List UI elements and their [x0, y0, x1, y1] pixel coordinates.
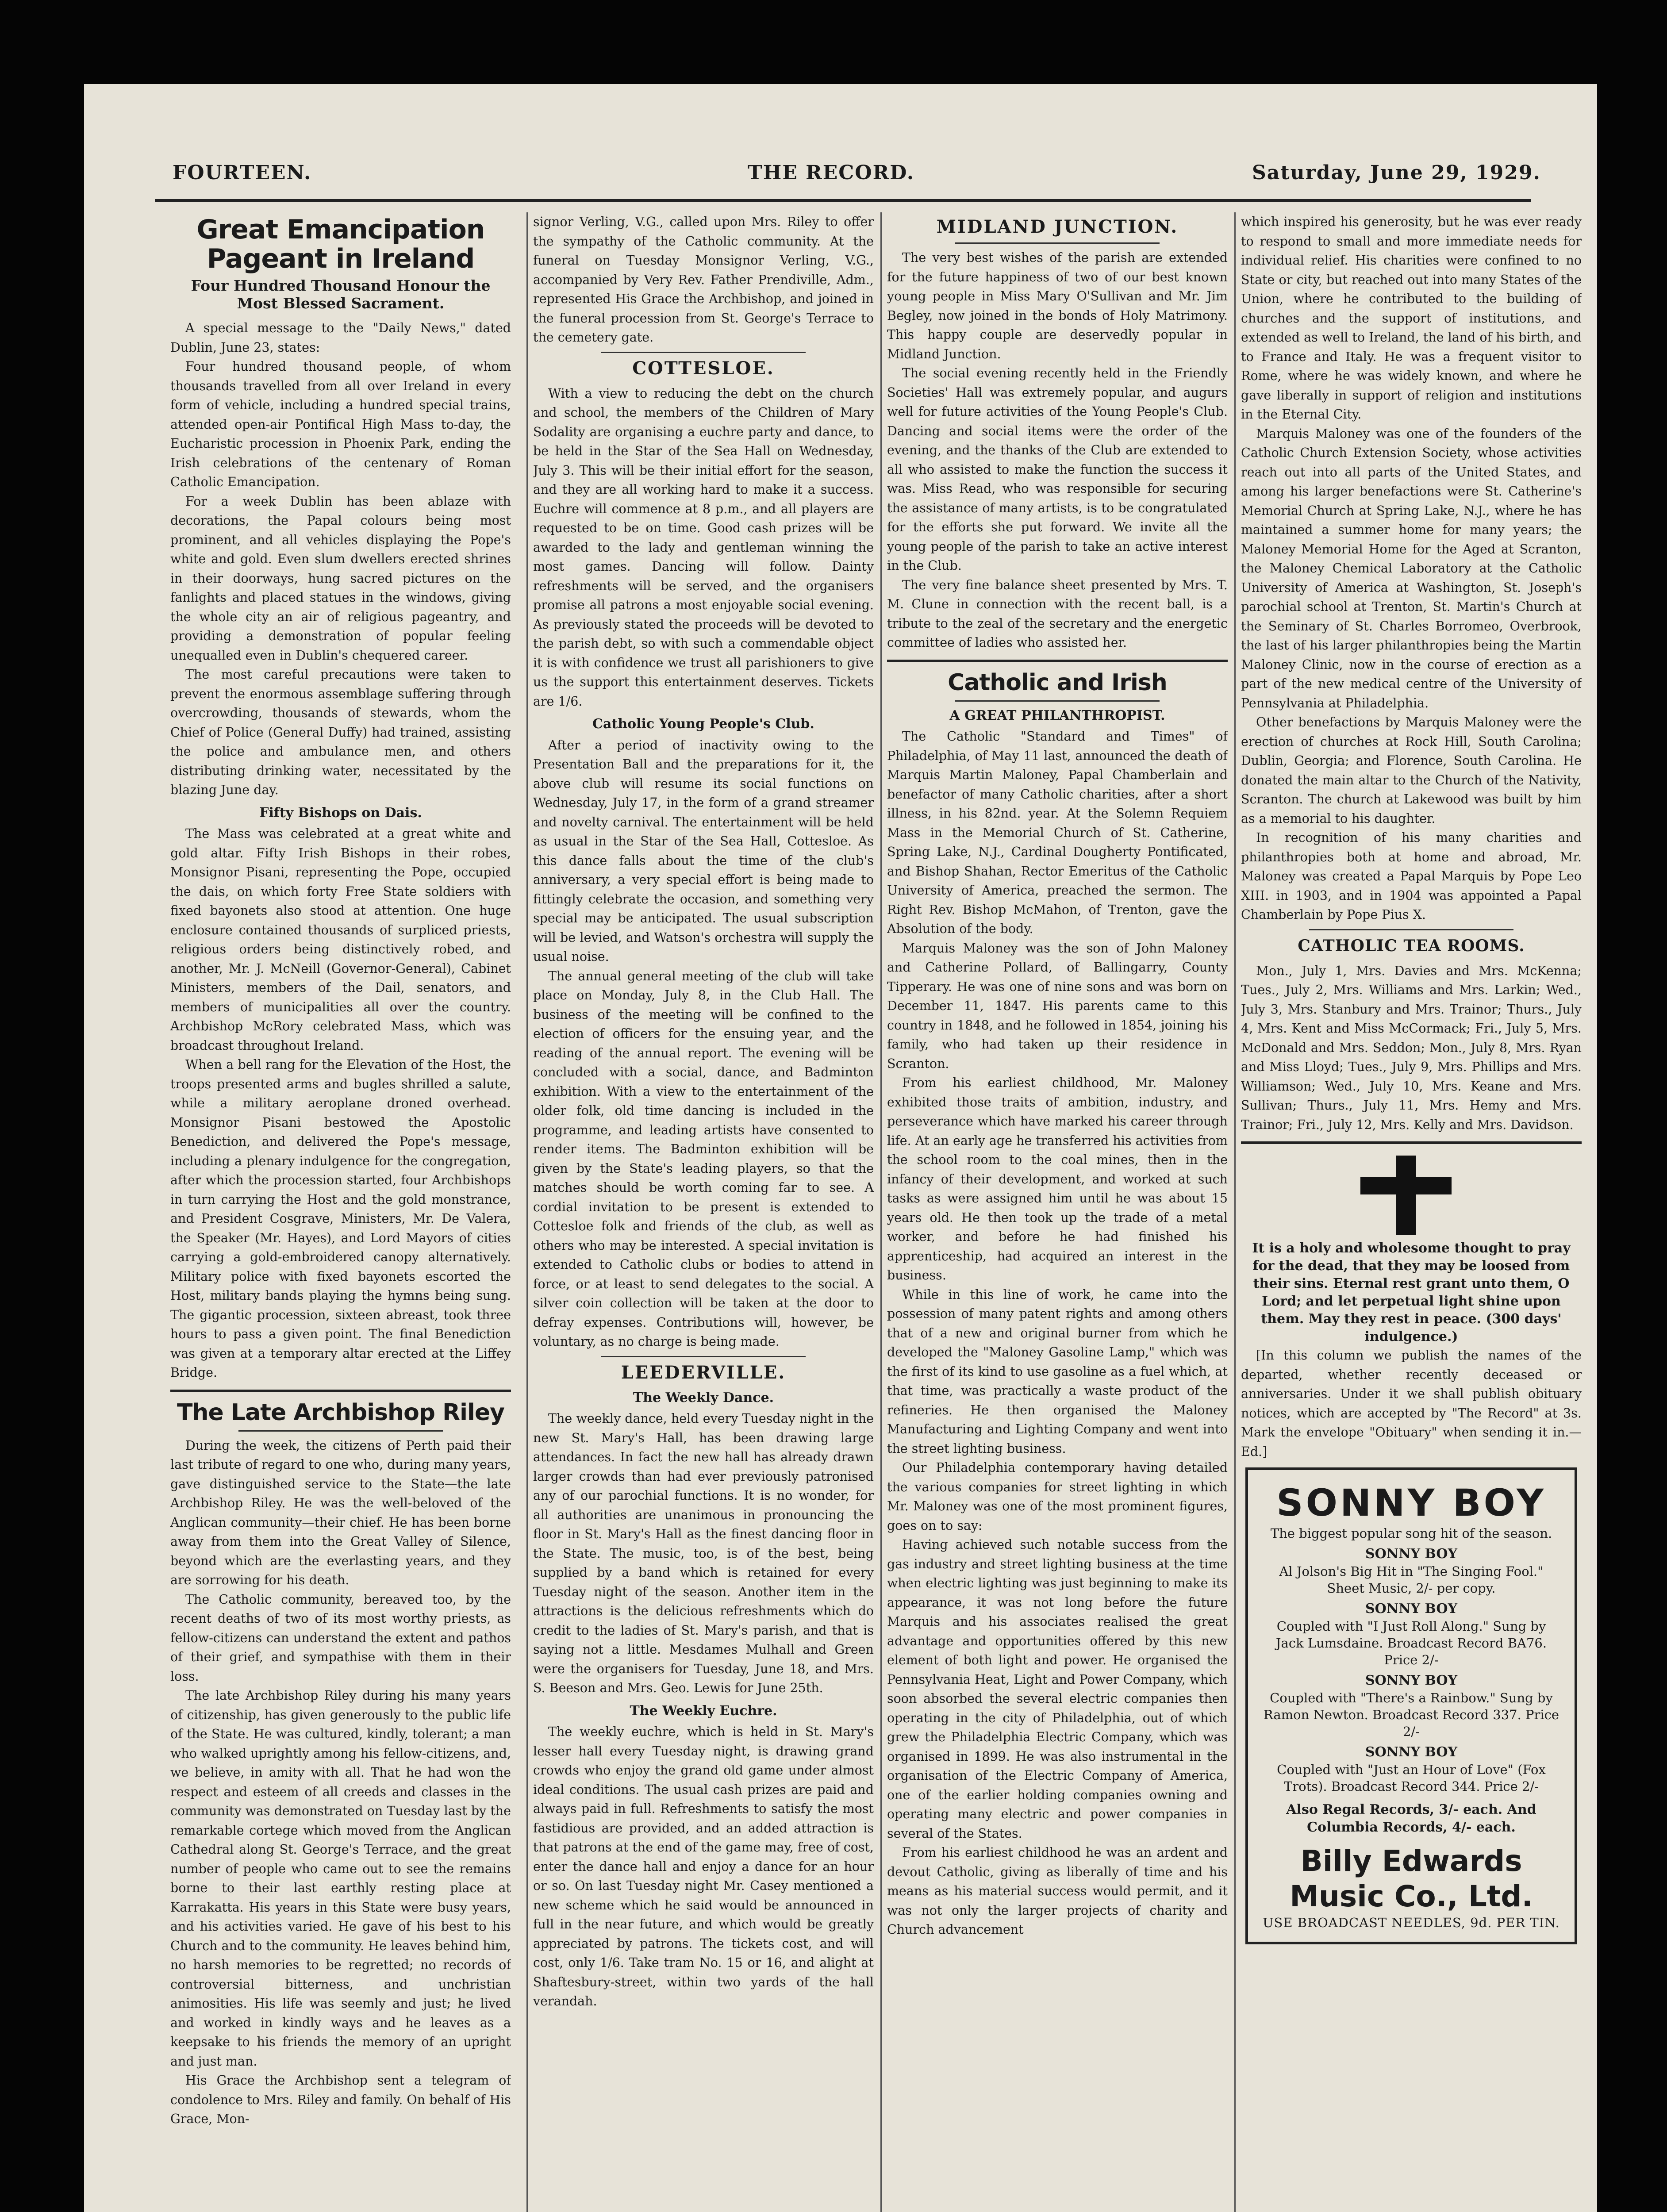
paragraph: After a period of inactivity owing to the Presentation Ball and the preparations for it, the above club will resume its social functions on Wednesday, July 17, in the form of a grand streamer and novelty carnival. The entertainment will be held as usual in the Star of the Sea Hall, Cottesloe. As this dance falls about the time of the club's anniversary, a very special effort is being made to fittingly celebrate the occasion, and something very special may be anticipated. The usual subscription will be levied, and Watson's orchestra will supply the usual noise. — [533, 737, 874, 964]
paragraph: Marquis Maloney was the son of John Maloney and Catherine Pollard, of Ballingarry, County Tipperary. He was one of nine sons and was born on December 11, 1847. His parents came to this country in 1848, and he followed in 1854, joining his family, who had taken up their residence in Scranton. — [887, 941, 1228, 1071]
ad-item-name: SONNY BOY — [1365, 1673, 1457, 1688]
paragraph: A special message to the "Daily News," dated Dublin, June 23, states: — [170, 321, 511, 355]
ad-tagline: The biggest popular song hit of the season. — [1270, 1526, 1552, 1541]
paragraph: During the week, the citizens of Perth paid their last tribute of regard to one who, during many years, gave distinguished service to the State—the late Archbishop Riley. He was the well-beloved of the Anglican community—their chief. He has been borne away from them into the Great Valley of Silence, beyond which are the everlasting years, and they are sorrowing for his death. — [170, 1438, 511, 1587]
ad-title: SONNY BOY — [1276, 1481, 1546, 1525]
obituary-notice: [In this column we publish the names of the departed, whether recently deceased or anniversaries. Under it we shall publish obituary notices, which are accepted by "The Record" at 3s. Mark the envelope "Obituary" when sending it in.—Ed.] — [1241, 1348, 1582, 1459]
ad-item-name: SONNY BOY — [1365, 1601, 1457, 1617]
column-divider — [1234, 212, 1236, 2212]
paragraph: The very fine balance sheet presented by Mrs. T. M. Clune in connection with the recent ball, is a tribute to the zeal of the secretary and the energetic committee of ladies who assisted her. — [887, 577, 1228, 650]
subhead-weekly-euchre: The Weekly Euchre. — [630, 1703, 777, 1719]
column-divider — [526, 212, 528, 2212]
ad-item-desc: Coupled with "There's a Rainbow." Sung by Ramon Newton. Broadcast Record 337. Price 2/- — [1263, 1690, 1559, 1739]
subheadline-emancipation: Four Hundred Thousand Honour the Most Blessed Sacrament. — [191, 277, 491, 312]
column-divider — [880, 212, 882, 2212]
section-rule — [170, 1390, 511, 1392]
headline-rule — [238, 1430, 443, 1432]
subhead-young-peoples-club: Catholic Young People's Club. — [592, 716, 814, 732]
paragraph: The Catholic "Standard and Times" of Philadelphia, of May 11 last, announced the death of Marquis Martin Maloney, Papal Chamberlain and benefactor of many Catholic charities, after a short illness, in his 82nd. year. At the Solemn Requiem Mass in the Memorial Church of St. Catherine, Spring Lake, N.J., Cardinal Dougherty Pontificated, and Bishop Shahan, Rector Emeritus of the Catholic University of America, preached the sermon. The Right Rev. Bishop McMahon, of Trenton, gave the Absolution of the body. — [887, 729, 1228, 936]
paragraph: Mon., July 1, Mrs. Davies and Mrs. McKenna; Tues., July 2, Mrs. Williams and Mrs. Larkin; Wed., July 3, Mrs. Stanbury and Mrs. Trainor; Thurs., July 4, Mrs. Kent and Miss McCormack; Fri., July 5, Mrs. McDonald and Mrs. Seddon; Mon., July 8, Mrs. Ryan and Miss Lloyd; Tues., July 9, Mrs. Phillips and Mrs. Williamson; Wed., July 10, Mrs. Keane and Mrs. Sullivan; Thurs., July 11, Mrs. Hemy and Mrs. Trainor; Fri., July 12, Mrs. Kelly and Mrs. Davidson. — [1241, 963, 1582, 1132]
section-rule — [1241, 1141, 1582, 1144]
paragraph: From his earliest childhood he was an ardent and devout Catholic, giving as liberally of time and his means as his material success would permit, and it was not only the larger projects of charity and Church advancement — [887, 1845, 1228, 1937]
paragraph: The weekly euchre, which is held in St. Mary's lesser hall every Tuesday night, is drawing grand crowds who enjoy the grand old game under almost ideal conditions. The usual cash prizes are paid and always paid in full. Refreshments to satisfy the most fastidious are provided, and an added attraction is that patrons at the end of the game may, free of cost, enter the dance hall and enjoy a dance for an hour or so. On last Tuesday night Mr. Casey mentioned a new scheme which he said would be announced in full in the near future, and which would be greatly appreciated by patrons. The tickets cost, and will cost, only 1/6. Take tram No. 15 or 16, and alight at Shaftesbury-street, within two yards of the hall verandah. — [533, 1724, 874, 2008]
section-rule — [887, 660, 1228, 662]
headline-rule — [955, 700, 1160, 702]
paragraph: The very best wishes of the parish are extended for the future happiness of two of our best known young people in Miss Mary O'Sullivan and Mr. Jim Begley, now joined in the bonds of Holy Matrimony. This happy couple are deservedly popular in Midland Junction. — [887, 250, 1228, 361]
ad-item-name: SONNY BOY — [1365, 1546, 1457, 1562]
paragraph: When a bell rang for the Elevation of the Host, the troops presented arms and bugles shrilled a salute, while a military aeroplane droned overhead. Monsignor Pisani bestowed the Apostolic Benediction, and delivered the Pope's message, including a plenary indulgence for the congregation, after which the procession started, four Archbishops in turn carrying the Host and the gold monstrance, and President Cosgrave, Ministers, Mr. De Valera, the Speaker (Mr. Hayes), and Lord Mayors of cities carrying a gold-embroidered canopy alternatively. Military police with fixed bayonets escorted the Host, military bands playing the hymns being sung. The gigantic procession, sixteen abreast, took three hours to pass a given point. The final Benediction was given at a temporary altar erected at the Liffey Bridge. — [170, 1057, 511, 1380]
paragraph: Four hundred thousand people, of whom thousands travelled from all over Ireland in every form of vehicle, including a hundred special trains, attended open-air Pontifical High Mass to-day, the Eucharistic procession in Phoenix Park, ending the Irish celebrations of the centenary of Roman Catholic Emancipation. — [170, 359, 511, 489]
headline-tea-rooms: CATHOLIC TEA ROOMS. — [1298, 936, 1525, 955]
ad-item-desc: Coupled with "Just an Hour of Love" (Fox Trots). Broadcast Record 344. Price 2/- — [1277, 1762, 1546, 1794]
paragraph: In recognition of his many charities and philanthropies both at home and abroad, Mr. Maloney was created a Papal Marquis by Pope Leo XIII. in 1903, and in 1904 was appointed a Papal Chamberlain by Pope Pius X. — [1241, 830, 1582, 922]
subhead-philanthropist: A GREAT PHILANTHROPIST. — [949, 707, 1165, 723]
headline-cottesloe: COTTESLOE. — [632, 357, 775, 379]
ad-store-name: Billy Edwards Music Co., Ltd. — [1290, 1844, 1533, 1913]
newspaper-page — [84, 84, 1597, 2212]
paragraph: Having achieved such notable success from the gas industry and street lighting business at the time when electric lighting was just beginning to make its appearance, it was not long before the future Marquis and his associates realised the great advantage and opportunities offered by this new element of both light and power. He organised the Pennsylvania Heat, Light and Power Company, which soon absorbed the several electric companies then operating in the city of Philadelphia, out of which grew the Philadelphia Electric Company, which was organised in 1899. He was also instrumental in the organisation of the Electric Company of America, one of the earlier holding companies owning and operating many electric and power companies in several of the States. — [887, 1537, 1228, 1841]
paragraph: The late Archbishop Riley during his many years of citizenship, has given generously to the public life of the State. He was cultured, kindly, tolerant; a man who walked uprightly among his fellow-citizens, and, we believe, in amity with all. That he had won the respect and esteem of all creeds and classes in the community was demonstrated on Tuesday last by the remarkable cortege which moved from the Anglican Cathedral along St. George's Terrace, and the great number of people who came out to see the remains borne to their last earthly resting place at Karrakatta. His years in this State were busy years, and his activities varied. He gave of his best to his Church and to the community. He leaves behind him, no harsh memories to be regretted; no records of controversial bitterness, and unchristian animosities. His life was seemly and just; he lived and worked in kindly ways and he leaves as a keepsake to his friends the memory of an upright and just man. — [170, 1688, 511, 2069]
paragraph: The Catholic community, bereaved too, by the recent deaths of two of its most worthy priests, as fellow-citizens can understand the extent and pathos of their grief, and sympathise with them in their loss. — [170, 1592, 511, 1684]
section-rule — [601, 352, 806, 353]
cross-icon — [1241, 1151, 1582, 1240]
ad-item-desc: Al Jolson's Big Hit in "The Singing Fool." Sheet Music, 2/- per copy. — [1279, 1564, 1544, 1596]
paper-name: THE RECORD. — [748, 161, 915, 184]
ad-also-records: Also Regal Records, 3/- each. And Columbia Records, 4/- each. — [1286, 1802, 1536, 1835]
paragraph: From his earliest childhood, Mr. Maloney exhibited those traits of ambition, industry, and perseverance which have marked his career through life. At an early age he transferred his activities from the school room to the coal mines, then in the infancy of their development, and worked at such tasks as were assigned him until he was about 15 years old. He then took up the trade of a metal worker, and before he had finished his apprenticeship, had acquired an interest in the business. — [887, 1075, 1228, 1283]
column-1 — [170, 212, 511, 2212]
paragraph: While in this line of work, he came into the possession of many patent rights and among others that of a new and original burner from which he developed the "Maloney Gasoline Lamp," which was the first of its kind to use gasoline as a fuel which, at that time, was practically a waste product of the refineries. He then organised the Maloney Manufacturing and Lighting Company and went into the street lighting business. — [887, 1287, 1228, 1456]
masthead-rule — [155, 199, 1531, 202]
ad-item-name: SONNY BOY — [1365, 1744, 1457, 1760]
column-2 — [533, 212, 874, 2212]
ad-item-desc: Coupled with "I Just Roll Along." Sung by Jack Lumsdaine. Broadcast Record BA76. Price 2/- — [1275, 1619, 1547, 1667]
paragraph: Marquis Maloney was one of the founders of the Catholic Church Extension Society, whose activities reach out into all parts of the United States, and among his larger benefactions were St. Catherine's Memorial Church at Spring Lake, N.J., where he has maintained a summer home for many years; the Maloney Memorial Home for the Aged at Scranton, the Maloney Chemical Laboratory at the Catholic University of America at Washington, St. Joseph's parochial school at Trenton, St. Martin's Church at the Seminary of St. Charles Borromeo, Overbrook, the last of his larger philanthropies being the Martin Maloney Clinic, now in the course of erection as a part of the new medical centre of the University of Pennsylvania at Philadelphia. — [1241, 426, 1582, 710]
issue-date: Saturday, June 29, 1929. — [1252, 161, 1541, 184]
ad-footer: USE BROADCAST NEEDLES, 9d. PER TIN. — [1263, 1915, 1560, 1930]
headline-archbishop-riley: The Late Archbishop Riley — [177, 1399, 504, 1426]
prayer-for-the-dead: It is a holy and wholesome thought to pray for the dead, that they may be loosed from their sins. Eternal rest grant unto them, O Lord; and let perpetual light shine upon them. May they rest in peace. (300 days' indulgence.) — [1252, 1240, 1571, 1344]
page-number: FOURTEEN. — [173, 161, 312, 184]
paragraph: The weekly dance, held every Tuesday night in the new St. Mary's Hall, has been drawing large attendances. In fact the new hall has already drawn larger crowds than had ever previously patronised any of our parochial functions. It is no wonder, for all authorities are unanimous in pronouncing the floor in St. Mary's Hall as the finest dancing floor in the State. The music, too, is of the best, being supplied by a band which is retained for every Tuesday night of the season. Another item in the attractions is the delicious refreshments which do credit to the ladies of St. Mary's parish, and that is saying not a little. Mesdames Mulhall and Green were the organisers for Tuesday, June 18, and Mrs. S. Beeson and Mrs. Geo. Lewis for June 25th. — [533, 1411, 874, 1695]
paragraph: The annual general meeting of the club will take place on Monday, July 8, in the Club Hall. The business of the meeting will be confined to the election of officers for the ensuing year, and the reading of the annual report. The evening will be concluded with a social, dance, and Badminton exhibition. With a view to the entertainment of the older folk, old time dancing is included in the programme, and leading artists have consented to render items. The Badminton exhibition will be given by the State's leading players, so that the matches should be worth coming far to see. A cordial invitation to be present is extended to Cottesloe folk and friends of the club, as well as others who may be interested. A special invitation is extended to Catholic clubs or bodies to attend in force, or at least to send delegates to the social. A silver coin collection will be taken at the door to defray expenses. Contributions will, however, be voluntary, as no charge is being made. — [533, 968, 874, 1349]
headline-rule — [955, 242, 1160, 244]
headline-midland-junction: MIDLAND JUNCTION. — [936, 216, 1179, 237]
paragraph: which inspired his generosity, but he was ever ready to respond to small and more immediate needs for individual relief. His charities were confined to no State or city, but reached out into many States of the Union, where he contributed to the building of churches and the support of institutions, and extended as well to Ireland, the land of his birth, and to France and Italy. He was a frequent visitor to Rome, where he was widely known, and where he gave liberally in support of religion and institutions in the Eternal City. — [1241, 215, 1582, 422]
headline-leederville: LEEDERVILLE. — [621, 1362, 786, 1383]
column-4 — [1241, 212, 1582, 2212]
headline-catholic-and-irish: Catholic and Irish — [948, 669, 1167, 696]
paragraph: The Mass was celebrated at a great white and gold altar. Fifty Irish Bishops in their robes, Monsignor Pisani, representing the Pope, occupied the dais, on which forty Free State soldiers with fixed bayonets also stood at attention. One huge enclosure contained thousands of surpliced priests, religious orders being distinctively robed, and another, Mr. J. McNeill (Governor-General), Cabinet Ministers, members of the Dail, senators, and members of municipalities all over the country. Archbishop McRory celebrated Mass, which was broadcast throughout Ireland. — [170, 826, 511, 1053]
headline-emancipation: Great Emancipation Pageant in Ireland — [196, 214, 485, 274]
paragraph: The social evening recently held in the Friendly Societies' Hall was extremely popular, and augurs well for future activities of the Young People's Club. Dancing and social items were the order of the evening, and the thanks of the Club are extended to all who assisted to make the function the success it was. Miss Read, who was responsible for securing the assistance of many artists, is to be congratulated for the efforts she put forward. We invite all the young people of the parish to take an active interest in the Club. — [887, 366, 1228, 573]
paragraph: Our Philadelphia contemporary having detailed the various companies for street lighting in which Mr. Maloney was one of the most prominent figures, goes on to say: — [887, 1460, 1228, 1533]
section-rule — [1309, 929, 1513, 930]
paragraph: The most careful precautions were taken to prevent the enormous assemblage suffering through overcrowding, thousands of stewards, whom the Chief of Police (General Duffy) had trained, assisting the police and ambulance men, and others distributing drinking water, necessitated by the blazing June day. — [170, 667, 511, 797]
column-3 — [887, 212, 1228, 2212]
sonny-boy-advertisement — [1245, 1467, 1577, 1944]
section-rule — [601, 1356, 806, 1357]
paragraph: signor Verling, V.G., called upon Mrs. Riley to offer the sympathy of the Catholic community. At the funeral on Tuesday Monsignor Verling, V.G., accompanied by Very Rev. Father Prendiville, Adm., represented His Grace the Archbishop, and joined in the funeral procession from St. George's Terrace to the cemetery gate. — [533, 215, 874, 345]
paragraph: With a view to reducing the debt on the church and school, the members of the Children of Mary Sodality are organising a euchre party and dance, to be held in the Star of the Sea Hall on Wednesday, July 3. This will be their initial effort for the season, and they are all working hard to make it a success. Euchre will commence at 8 p.m., and all players are requested to be on time. Good cash prizes will be awarded to the lady and gentleman winning the most games. Dancing will follow. Dainty refreshments will be served, and the organisers promise all patrons a most enjoyable social evening. As previously stated the proceeds will be devoted to the parish debt, so with such a commendable object it is with confidence we trust all parishioners to give us the support this entertainment deserves. Tickets are 1/6. — [533, 386, 874, 709]
paragraph: Other benefactions by Marquis Maloney were the erection of churches at Rock Hill, South Carolina; Dublin, Georgia; and Florence, South Carolina. He donated the main altar to the Church of the Nativity, Scranton. The church at Lakewood was built by him as a memorial to his daughter. — [1241, 715, 1582, 826]
paragraph: His Grace the Archbishop sent a telegram of condolence to Mrs. Riley and family. On behalf of His Grace, Mon- — [170, 2073, 511, 2126]
subhead-weekly-dance: The Weekly Dance. — [633, 1390, 774, 1406]
paragraph: For a week Dublin has been ablaze with decorations, the Papal colours being most prominent, and all vehicles displaying the Pope's white and gold. Even slum dwellers erected shrines in their doorways, hung sacred pictures on the fanlights and placed statues in the windows, giving the whole city an air of religious pageantry, and providing a demonstration of popular feeling unequalled even in Dublin's chequered career. — [170, 494, 511, 663]
subhead-bishops: Fifty Bishops on Dais. — [259, 805, 422, 821]
